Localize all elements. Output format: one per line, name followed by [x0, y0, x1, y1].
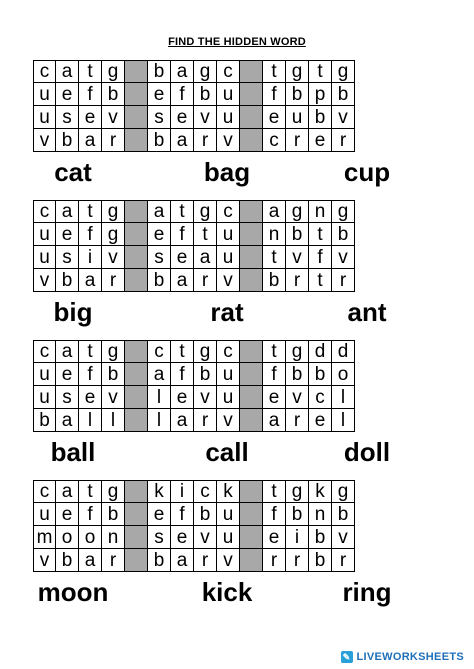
letter-cell[interactable]: f [171, 503, 194, 526]
letter-cell[interactable]: v [332, 106, 355, 129]
grid-row [33, 340, 413, 363]
letter-cell[interactable]: v [194, 386, 217, 409]
letter-cell[interactable]: b [194, 363, 217, 386]
letter-cell[interactable]: v [217, 269, 240, 292]
letter-cell[interactable]: e [56, 503, 79, 526]
letter-grid [33, 480, 413, 572]
letter-cell[interactable]: a [171, 409, 194, 432]
letter-cell[interactable]: r [286, 129, 309, 152]
grid-row [33, 503, 413, 526]
letter-cell[interactable]: a [194, 246, 217, 269]
letter-cell[interactable]: r [286, 409, 309, 432]
letter-cell[interactable]: s [148, 106, 171, 129]
separator-cell [125, 60, 148, 83]
letter-cell[interactable]: v [102, 386, 125, 409]
liveworksheets-logo [341, 651, 465, 663]
letter-cell[interactable]: c [33, 480, 56, 503]
letter-cell[interactable]: b [102, 363, 125, 386]
letter-cell[interactable]: c [33, 60, 56, 83]
letter-cell[interactable]: a [56, 60, 79, 83]
answer-words [33, 576, 413, 610]
letter-cell[interactable]: m [33, 526, 56, 549]
separator-cell [125, 200, 148, 223]
letter-cell[interactable]: c [263, 129, 286, 152]
letter-cell[interactable]: f [79, 503, 102, 526]
letter-cell[interactable]: b [286, 503, 309, 526]
letter-cell[interactable]: u [217, 363, 240, 386]
letter-cell[interactable]: g [286, 200, 309, 223]
letter-cell[interactable]: g [102, 480, 125, 503]
grid-row [33, 549, 413, 572]
letter-cell[interactable]: v [33, 129, 56, 152]
letter-cell[interactable]: k [217, 480, 240, 503]
footer-brand: LIVEWORKSHEETS [356, 651, 464, 663]
separator-cell [125, 363, 148, 386]
letter-cell[interactable]: u [217, 503, 240, 526]
target-word: moon [37, 577, 109, 607]
letter-cell[interactable]: b [33, 409, 56, 432]
letter-cell[interactable]: c [217, 340, 240, 363]
grid-row [33, 363, 413, 386]
letter-cell[interactable]: r [263, 549, 286, 572]
letter-cell[interactable]: s [56, 106, 79, 129]
separator-cell [125, 526, 148, 549]
letter-cell[interactable]: t [309, 223, 332, 246]
letter-cell[interactable]: u [33, 503, 56, 526]
letter-cell[interactable]: g [102, 223, 125, 246]
letter-cell[interactable]: a [56, 409, 79, 432]
letter-cell[interactable]: i [171, 480, 194, 503]
grid-row [33, 129, 413, 152]
letter-cell[interactable]: e [263, 386, 286, 409]
target-word: ring [342, 577, 392, 607]
letter-cell[interactable]: g [102, 340, 125, 363]
letter-cell[interactable]: i [286, 526, 309, 549]
letter-cell[interactable]: b [309, 363, 332, 386]
separator-cell [240, 246, 263, 269]
separator-cell [125, 223, 148, 246]
letter-cell[interactable]: b [332, 83, 355, 106]
letter-cell[interactable]: e [79, 106, 102, 129]
letter-cell[interactable]: f [171, 223, 194, 246]
letter-cell[interactable]: r [332, 129, 355, 152]
letter-cell[interactable]: t [263, 340, 286, 363]
answer-words [33, 156, 413, 190]
letter-cell[interactable]: u [33, 246, 56, 269]
letter-cell[interactable]: u [286, 106, 309, 129]
letter-cell[interactable]: d [332, 340, 355, 363]
letter-cell[interactable]: b [102, 83, 125, 106]
letter-cell[interactable]: e [148, 503, 171, 526]
separator-cell [240, 223, 263, 246]
letter-cell[interactable]: e [56, 83, 79, 106]
letter-cell[interactable]: v [286, 386, 309, 409]
letter-cell[interactable]: u [33, 106, 56, 129]
letter-cell[interactable]: t [263, 480, 286, 503]
target-word: call [205, 437, 249, 467]
letter-cell[interactable]: b [309, 526, 332, 549]
grid-row [33, 223, 413, 246]
letter-cell[interactable]: t [79, 200, 102, 223]
letter-cell[interactable]: e [56, 363, 79, 386]
letter-cell[interactable]: e [309, 409, 332, 432]
letter-cell[interactable]: r [194, 269, 217, 292]
letter-cell[interactable]: o [56, 526, 79, 549]
letter-cell[interactable]: o [79, 526, 102, 549]
answer-words [33, 436, 413, 470]
liveworksheets-icon: ✎ [341, 651, 353, 663]
letter-cell[interactable]: l [332, 409, 355, 432]
letter-cell[interactable]: v [194, 106, 217, 129]
letter-cell[interactable]: r [286, 549, 309, 572]
letter-cell[interactable]: r [102, 129, 125, 152]
letter-cell[interactable]: g [102, 200, 125, 223]
letter-cell[interactable]: n [309, 200, 332, 223]
puzzle-block [33, 480, 413, 607]
separator-cell [240, 363, 263, 386]
letter-cell[interactable]: a [171, 60, 194, 83]
letter-cell[interactable]: e [309, 129, 332, 152]
letter-cell[interactable]: b [102, 503, 125, 526]
letter-cell[interactable]: g [194, 60, 217, 83]
separator-cell [240, 269, 263, 292]
separator-cell [240, 83, 263, 106]
target-word: ball [50, 437, 96, 467]
letter-grid [33, 200, 413, 292]
letter-cell[interactable]: b [286, 223, 309, 246]
letter-cell[interactable]: a [263, 200, 286, 223]
letter-cell[interactable]: g [286, 480, 309, 503]
grid-row [33, 246, 413, 269]
letter-cell[interactable]: v [102, 106, 125, 129]
letter-cell[interactable]: s [148, 246, 171, 269]
separator-cell [240, 106, 263, 129]
target-word: ant [347, 297, 387, 327]
separator-cell [240, 480, 263, 503]
letter-cell[interactable]: f [263, 363, 286, 386]
letter-cell[interactable]: t [194, 223, 217, 246]
target-word: bag [203, 157, 251, 187]
letter-cell[interactable]: c [148, 340, 171, 363]
letter-cell[interactable]: r [194, 129, 217, 152]
letter-cell[interactable]: t [171, 200, 194, 223]
letter-cell[interactable]: f [309, 246, 332, 269]
letter-cell[interactable]: e [263, 526, 286, 549]
target-word: cat [54, 157, 92, 187]
letter-cell[interactable]: s [56, 246, 79, 269]
letter-cell[interactable]: b [56, 269, 79, 292]
letter-cell[interactable]: t [309, 60, 332, 83]
separator-cell [125, 269, 148, 292]
letter-cell[interactable]: c [217, 60, 240, 83]
letter-cell[interactable]: r [332, 269, 355, 292]
letter-cell[interactable]: u [33, 223, 56, 246]
letter-cell[interactable]: a [56, 480, 79, 503]
letter-grid [33, 340, 413, 432]
letter-cell[interactable]: k [148, 480, 171, 503]
letter-cell[interactable]: u [217, 246, 240, 269]
letter-cell[interactable]: f [79, 363, 102, 386]
letter-cell[interactable]: v [33, 269, 56, 292]
letter-cell[interactable]: c [309, 386, 332, 409]
letter-cell[interactable]: v [332, 526, 355, 549]
grid-row [33, 526, 413, 549]
letter-cell[interactable]: a [79, 269, 102, 292]
target-word: kick [201, 577, 253, 607]
separator-cell [125, 409, 148, 432]
letter-cell[interactable]: a [56, 200, 79, 223]
letter-cell[interactable]: u [217, 223, 240, 246]
letter-cell[interactable]: u [33, 363, 56, 386]
puzzle-block [33, 200, 413, 327]
letter-cell[interactable]: v [217, 409, 240, 432]
letter-cell[interactable]: c [194, 480, 217, 503]
letter-cell[interactable]: f [263, 83, 286, 106]
letter-cell[interactable]: t [309, 269, 332, 292]
letter-cell[interactable]: l [332, 386, 355, 409]
letter-cell[interactable]: g [194, 340, 217, 363]
letter-cell[interactable]: c [33, 340, 56, 363]
letter-cell[interactable]: t [263, 60, 286, 83]
letter-cell[interactable]: b [148, 269, 171, 292]
letter-cell[interactable]: u [217, 106, 240, 129]
letter-cell[interactable]: b [263, 269, 286, 292]
letter-cell[interactable]: b [309, 549, 332, 572]
letter-cell[interactable]: n [309, 503, 332, 526]
letter-cell[interactable]: b [148, 60, 171, 83]
letter-cell[interactable]: v [33, 549, 56, 572]
letter-cell[interactable]: b [148, 129, 171, 152]
separator-cell [240, 503, 263, 526]
letter-cell[interactable]: e [148, 83, 171, 106]
letter-cell[interactable]: n [263, 223, 286, 246]
separator-cell [240, 200, 263, 223]
letter-cell[interactable]: a [171, 269, 194, 292]
grid-row [33, 480, 413, 503]
letter-cell[interactable]: n [102, 526, 125, 549]
letter-cell[interactable]: v [217, 129, 240, 152]
separator-cell [125, 386, 148, 409]
letter-cell[interactable]: t [79, 340, 102, 363]
letter-cell[interactable]: b [194, 503, 217, 526]
letter-cell[interactable]: e [171, 246, 194, 269]
letter-grid [33, 60, 413, 152]
letter-cell[interactable]: e [171, 386, 194, 409]
letter-cell[interactable]: a [56, 340, 79, 363]
letter-cell[interactable]: b [286, 363, 309, 386]
letter-cell[interactable]: g [332, 480, 355, 503]
target-word: doll [343, 437, 391, 467]
letter-cell[interactable]: a [79, 549, 102, 572]
answer-words [33, 296, 413, 330]
letter-cell[interactable]: a [263, 409, 286, 432]
letter-cell[interactable]: i [79, 246, 102, 269]
letter-cell[interactable]: f [171, 83, 194, 106]
grid-row [33, 269, 413, 292]
letter-cell[interactable]: d [309, 340, 332, 363]
target-word: cup [343, 157, 391, 187]
letter-cell[interactable]: b [56, 549, 79, 572]
letter-cell[interactable]: b [56, 129, 79, 152]
separator-cell [125, 83, 148, 106]
letter-cell[interactable]: r [194, 409, 217, 432]
letter-cell[interactable]: b [286, 83, 309, 106]
letter-cell[interactable]: f [79, 83, 102, 106]
grid-row [33, 386, 413, 409]
letter-cell[interactable]: v [194, 526, 217, 549]
letter-cell[interactable]: a [171, 549, 194, 572]
grid-row [33, 106, 413, 129]
puzzle-block [33, 340, 413, 467]
letter-cell[interactable]: c [33, 200, 56, 223]
separator-cell [240, 409, 263, 432]
letter-cell[interactable]: u [33, 386, 56, 409]
letter-cell[interactable]: v [332, 246, 355, 269]
letter-cell[interactable]: a [171, 129, 194, 152]
letter-cell[interactable]: e [171, 526, 194, 549]
grid-row [33, 200, 413, 223]
separator-cell [125, 340, 148, 363]
letter-cell[interactable]: k [309, 480, 332, 503]
separator-cell [240, 526, 263, 549]
letter-cell[interactable]: l [148, 386, 171, 409]
separator-cell [240, 386, 263, 409]
grid-row [33, 83, 413, 106]
worksheet-title: FIND THE HIDDEN WORD [168, 36, 306, 48]
letter-cell[interactable]: e [56, 223, 79, 246]
letter-cell[interactable]: t [79, 480, 102, 503]
separator-cell [240, 129, 263, 152]
grid-row [33, 60, 413, 83]
letter-cell[interactable]: g [102, 60, 125, 83]
letter-cell[interactable]: c [217, 200, 240, 223]
letter-cell[interactable]: g [194, 200, 217, 223]
separator-cell [240, 549, 263, 572]
target-word: big [53, 297, 93, 327]
letter-cell[interactable]: p [309, 83, 332, 106]
separator-cell [125, 106, 148, 129]
letter-cell[interactable]: g [286, 340, 309, 363]
letter-cell[interactable]: f [79, 223, 102, 246]
letter-cell[interactable]: a [148, 363, 171, 386]
letter-cell[interactable]: s [148, 526, 171, 549]
letter-cell[interactable]: l [102, 409, 125, 432]
letter-cell[interactable]: a [79, 129, 102, 152]
letter-cell[interactable]: r [286, 269, 309, 292]
letter-cell[interactable]: b [148, 549, 171, 572]
separator-cell [125, 549, 148, 572]
letter-cell[interactable]: r [102, 269, 125, 292]
letter-cell[interactable]: a [148, 200, 171, 223]
letter-cell[interactable]: l [148, 409, 171, 432]
letter-cell[interactable]: o [332, 363, 355, 386]
letter-cell[interactable]: f [263, 503, 286, 526]
separator-cell [125, 129, 148, 152]
letter-cell[interactable]: e [79, 386, 102, 409]
letter-cell[interactable]: g [332, 60, 355, 83]
separator-cell [125, 480, 148, 503]
letter-cell[interactable]: g [286, 60, 309, 83]
separator-cell [125, 503, 148, 526]
letter-cell[interactable]: t [79, 60, 102, 83]
target-word: rat [210, 297, 244, 327]
letter-cell[interactable]: v [102, 246, 125, 269]
letter-cell[interactable]: l [79, 409, 102, 432]
letter-cell[interactable]: g [332, 200, 355, 223]
letter-cell[interactable]: r [332, 549, 355, 572]
letter-cell[interactable]: r [102, 549, 125, 572]
letter-cell[interactable]: u [33, 83, 56, 106]
separator-cell [125, 246, 148, 269]
letter-cell[interactable]: f [171, 363, 194, 386]
letter-cell[interactable]: r [194, 549, 217, 572]
letter-cell[interactable]: b [309, 106, 332, 129]
letter-cell[interactable]: t [171, 340, 194, 363]
letter-cell[interactable]: v [217, 549, 240, 572]
letter-cell[interactable]: e [171, 106, 194, 129]
letter-cell[interactable]: e [148, 223, 171, 246]
separator-cell [240, 340, 263, 363]
grid-row [33, 409, 413, 432]
letter-cell[interactable]: u [217, 83, 240, 106]
separator-cell [240, 60, 263, 83]
letter-cell[interactable]: t [263, 246, 286, 269]
puzzle-block [33, 60, 413, 187]
letter-cell[interactable]: s [56, 386, 79, 409]
letter-cell[interactable]: u [217, 386, 240, 409]
letter-cell[interactable]: b [194, 83, 217, 106]
letter-cell[interactable]: e [263, 106, 286, 129]
letter-cell[interactable]: b [332, 223, 355, 246]
letter-cell[interactable]: b [332, 503, 355, 526]
letter-cell[interactable]: u [217, 526, 240, 549]
letter-cell[interactable]: v [286, 246, 309, 269]
